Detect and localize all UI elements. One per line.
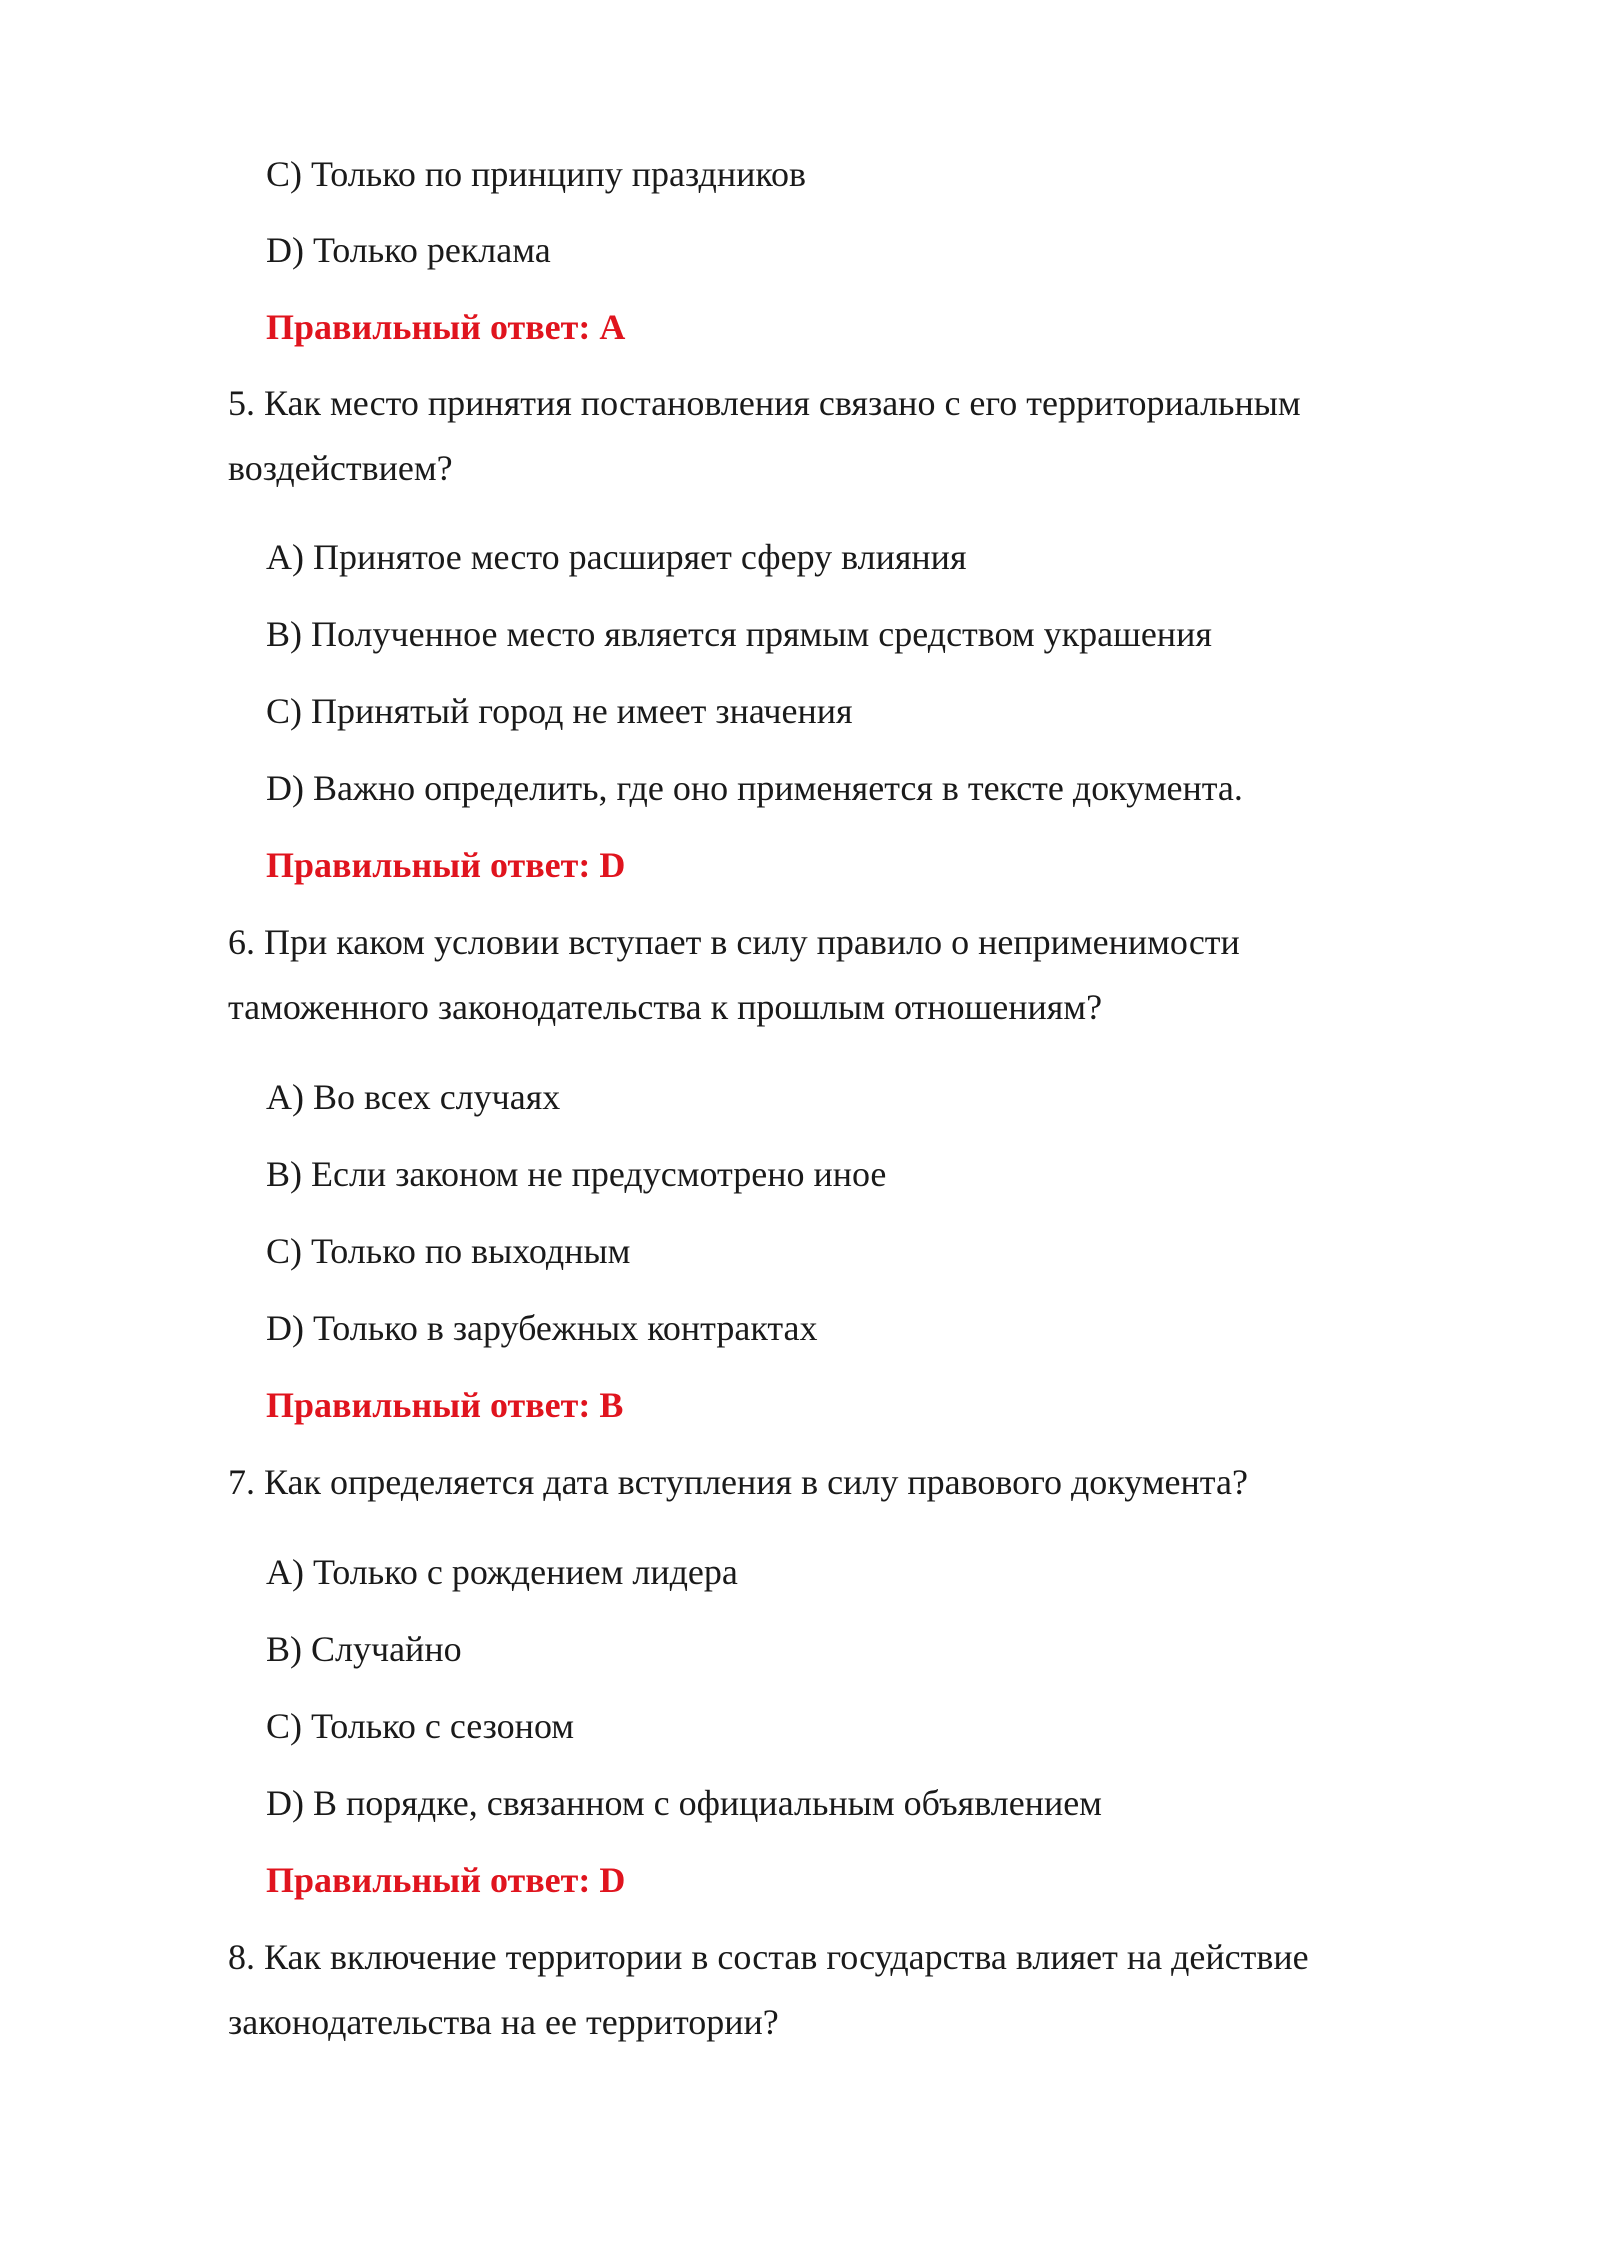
question-text: 5. Как место принятия постановления связано с его территориальным — [228, 383, 1301, 423]
correct-answer: Правильный ответ: A — [266, 307, 626, 347]
answer-option: B) Случайно — [266, 1629, 462, 1669]
answer-option: A) Принятое место расширяет сферу влияния — [266, 537, 967, 577]
question-text: 7. Как определяется дата вступления в силу правового документа? — [228, 1462, 1248, 1502]
correct-answer: Правильный ответ: D — [266, 845, 626, 885]
question-text: воздействием? — [228, 448, 453, 488]
answer-option: C) Принятый город не имеет значения — [266, 691, 853, 731]
answer-option: C) Только с сезоном — [266, 1706, 575, 1746]
answer-option: D) Важно определить, где оно применяется в тексте документа. — [266, 768, 1243, 808]
answer-option: D) В порядке, связанном с официальным объявлением — [266, 1783, 1102, 1823]
question-text: 8. Как включение территории в состав государства влияет на действие — [228, 1937, 1309, 1977]
correct-answer: Правильный ответ: D — [266, 1860, 626, 1900]
answer-option: D) Только в зарубежных контрактах — [266, 1308, 818, 1348]
answer-option: C) Только по выходным — [266, 1231, 631, 1271]
answer-option: B) Если законом не предусмотрено иное — [266, 1154, 887, 1194]
question-text: законодательства на ее территории? — [228, 2002, 779, 2042]
correct-answer: Правильный ответ: B — [266, 1385, 624, 1425]
answer-option: A) Во всех случаях — [266, 1077, 561, 1117]
question-text: 6. При каком условии вступает в силу правило о неприменимости — [228, 922, 1240, 962]
answer-option: A) Только с рождением лидера — [266, 1552, 738, 1592]
question-text: таможенного законодательства к прошлым отношениям? — [228, 987, 1103, 1027]
answer-option: B) Полученное место является прямым средством украшения — [266, 614, 1212, 654]
answer-option: D) Только реклама — [266, 230, 551, 270]
answer-option: C) Только по принципу праздников — [266, 154, 807, 194]
